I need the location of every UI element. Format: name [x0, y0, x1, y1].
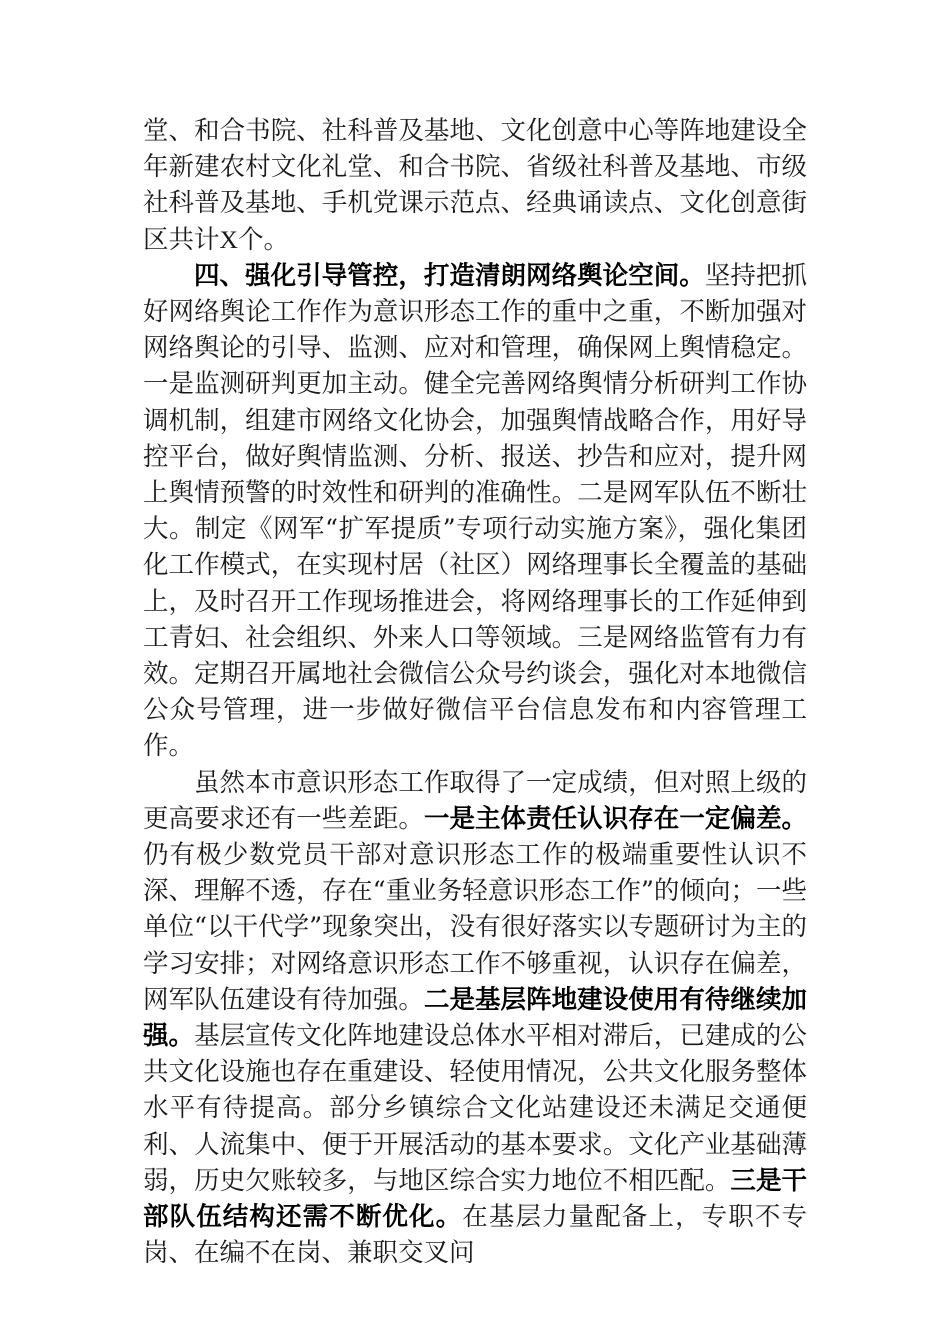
paragraph-2-body: 坚持把抓好网络舆论工作作为意识形态工作的重中之重，不断加强对网络舆论的引导、监测、应对和管理，确保网上舆情稳定。一是监测研判更加主动。健全完善网络舆情分析研判工作协调机制，组建市网络文化协会，加强舆情战略合作，用好导控平台，做好舆情监测、分析、报送、抄告和应对，提升网上舆情预警的时效性和研判的准确性。二是网军队伍不断壮大。制定《网军“扩军提质”专项行动实施方案》，强化集团化工作模式，在实现村居（社区）网络理事长全覆盖的基础上，及时召开工作现场推进会，将网络理事长的工作延伸到工青妇、社会组织、外来人口等领域。三是网络监管有力有效。定期召开属地社会微信公众号约谈会，强化对本地微信公众号管理，进一步做好微信平台信息发布和内容管理工作。 — [143, 260, 807, 762]
paragraph-2 — [143, 258, 807, 765]
paragraph-1 — [143, 113, 807, 258]
paragraph-1-text-a: 堂、和合书院、社科普及基地、文化创意中心等阵地建设全年新建农村文化礼堂、和合书院、省级社科普及基地、市级社科普及基地、手机党课示范点、经典诵读点、文化创意街区共计 — [143, 116, 807, 255]
problem-text-one: 仍有极少数党员干部对意识形态工作的极端重要性认识不深、理解不透，存在“重业务轻意识形态工作”的倾向；一些单位“以干代学”现象突出，没有很好落实以专题研讨为主的学习安排；对网络意识形态工作不够重视，认识存在偏差，网军队伍建设有待加强。 — [143, 840, 807, 1015]
section-heading-four: 四、强化引导管控，打造清朗网络舆论空间。 — [194, 260, 705, 291]
paragraph-1-text-b: 个。 — [237, 224, 289, 255]
problem-text-two: 基层宣传文化阵地建设总体水平相对滞后，已建成的公共文化设施也存在重建设、轻使用情况，公共文化服务整体水平有待提高。部分乡镇综合文化站建设还未满足交通便利、人流集中、便于开展活动的基本要求。文化产业基础薄弱，历史欠账较多，与地区综合实力地位不相匹配。 — [143, 1021, 807, 1196]
problem-text-three: 在基层力量配备上，专职不专岗、在编不在岗、兼职交叉问 — [143, 1202, 807, 1269]
paragraph-3-intro: 虽然本市意识形态工作取得了一定成绩，但对照上级的更高要求还有一些差距。 — [143, 767, 807, 834]
paragraph-3 — [143, 765, 807, 1272]
document-body — [143, 113, 807, 1272]
paragraph-1-text-x: X — [219, 224, 238, 254]
problem-heading-three: 三是干部队伍结构还需不断优化。 — [143, 1165, 807, 1233]
problem-heading-two: 二是基层阵地建设使用有待继续加强。 — [143, 984, 807, 1052]
problem-heading-one: 一是主体责任认识存在一定偏差。 — [423, 803, 807, 834]
